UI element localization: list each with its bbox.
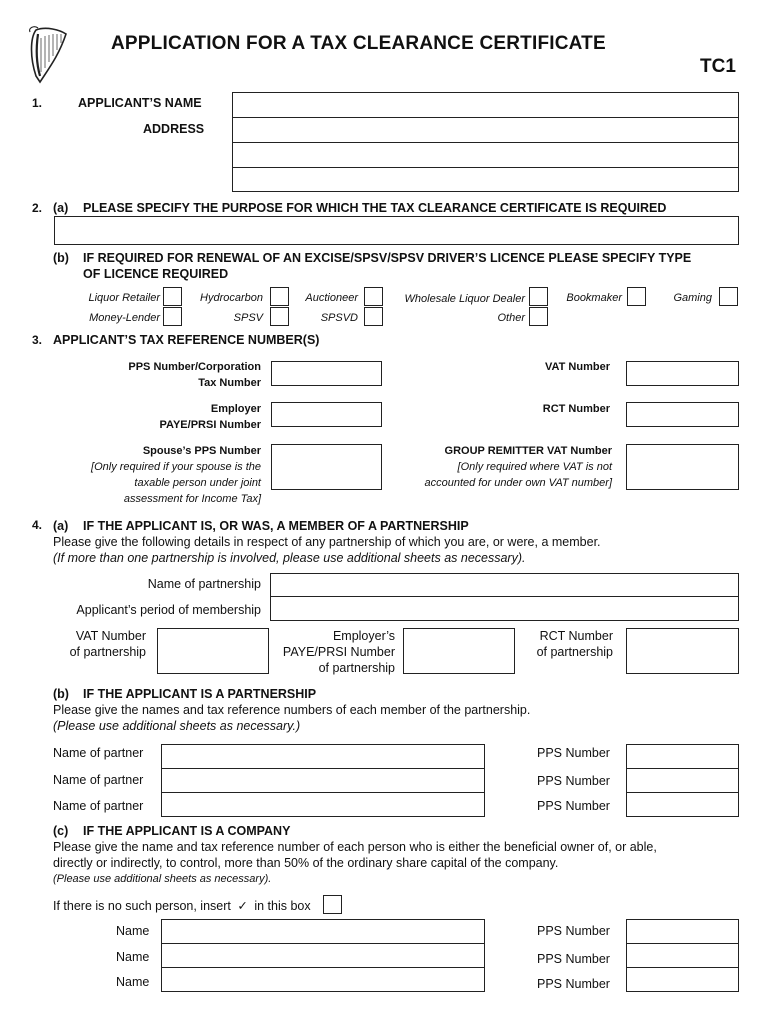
person-2-pps-field[interactable] xyxy=(626,943,739,968)
auctioneer-checkbox[interactable] xyxy=(364,287,383,306)
spouse-note-3: assessment for Income Tax] xyxy=(123,493,261,505)
section-4b-tag: (b) xyxy=(53,687,69,701)
pps-corporation-label-2: Tax Number xyxy=(198,377,261,389)
name-of-partnership-label: Name of partnership xyxy=(147,577,261,591)
group-remitter-vat-field[interactable] xyxy=(626,444,739,490)
company-instruction-3: (Please use additional sheets as necessary). xyxy=(53,873,272,885)
person-1-pps-label: PPS Number xyxy=(537,924,610,938)
purpose-question: PLEASE SPECIFY THE PURPOSE FOR WHICH THE TAX CLEARANCE CERTIFICATE IS REQUIRED xyxy=(83,201,667,215)
no-such-person-post: in this box xyxy=(254,899,311,913)
partner-3-name-field[interactable] xyxy=(161,792,485,817)
address-line-2-field[interactable] xyxy=(232,142,739,168)
name-of-partnership-field[interactable] xyxy=(270,573,739,597)
company-instruction-1: Please give the name and tax reference number of each person who is either the beneficial owner of, or able, xyxy=(53,840,657,854)
harp-icon xyxy=(26,24,70,86)
pps-corporation-field[interactable] xyxy=(271,361,382,386)
period-of-membership-label: Applicant’s period of membership xyxy=(76,603,261,617)
partnership-rct-field[interactable] xyxy=(626,628,739,674)
other-label: Other xyxy=(497,312,525,324)
address-label: ADDRESS xyxy=(143,122,205,136)
vat-number-field[interactable] xyxy=(626,361,739,386)
person-3-pps-label: PPS Number xyxy=(537,977,610,991)
spsvd-label: SPSVD xyxy=(320,312,358,324)
partner-2-name-label: Name of partner xyxy=(53,773,144,787)
person-1-name-field[interactable] xyxy=(161,919,485,944)
partner-1-pps-label: PPS Number xyxy=(537,746,610,760)
section-3-number: 3. xyxy=(32,333,43,347)
section-2-number: 2. xyxy=(32,201,43,215)
applicant-company-heading: IF THE APPLICANT IS A COMPANY xyxy=(83,824,291,838)
applicant-partnership-heading: IF THE APPLICANT IS A PARTNERSHIP xyxy=(83,687,317,701)
partner-2-pps-label: PPS Number xyxy=(537,774,610,788)
partnership-instruction-1: Please give the following details in respect of any partnership of which you are, or were, a member. xyxy=(53,535,601,549)
partnership-employer-label-2: PAYE/PRSI Number xyxy=(282,645,395,659)
spsvd-checkbox[interactable] xyxy=(364,307,383,326)
partner-2-name-field[interactable] xyxy=(161,768,485,793)
period-of-membership-field[interactable] xyxy=(270,596,739,621)
rct-number-field[interactable] xyxy=(626,402,739,427)
tax-reference-heading: APPLICANT’S TAX REFERENCE NUMBER(S) xyxy=(53,333,320,347)
hydrocarbon-label: Hydrocarbon xyxy=(200,292,263,304)
employer-label-1: Employer xyxy=(210,403,261,415)
partner-3-pps-label: PPS Number xyxy=(537,799,610,813)
person-2-pps-label: PPS Number xyxy=(537,952,610,966)
spsv-label: SPSV xyxy=(233,312,263,324)
bookmaker-label: Bookmaker xyxy=(566,292,622,304)
group-note-2: accounted for under own VAT number] xyxy=(424,477,612,489)
spouse-note-1: [Only required if your spouse is the xyxy=(91,461,261,473)
person-1-name-label: Name xyxy=(116,924,150,938)
no-such-person-label xyxy=(53,898,311,914)
partner-3-pps-field[interactable] xyxy=(626,792,739,817)
partnership-rct-label-2: of partnership xyxy=(536,645,613,659)
other-checkbox[interactable] xyxy=(529,307,548,326)
gaming-checkbox[interactable] xyxy=(719,287,738,306)
address-line-3-field[interactable] xyxy=(232,167,739,192)
partnership-employer-field[interactable] xyxy=(403,628,515,674)
rct-number-label: RCT Number xyxy=(542,403,610,415)
person-2-name-label: Name xyxy=(116,950,150,964)
liquor-retailer-label: Liquor Retailer xyxy=(88,292,160,304)
licence-question-line-1: IF REQUIRED FOR RENEWAL OF AN EXCISE/SPSV/SPSV DRIVER’S LICENCE PLEASE SPECIFY TYPE xyxy=(83,251,692,265)
bookmaker-checkbox[interactable] xyxy=(627,287,646,306)
person-3-name-field[interactable] xyxy=(161,967,485,992)
auctioneer-label: Auctioneer xyxy=(305,292,358,304)
address-line-1-field[interactable] xyxy=(232,117,739,143)
form-code: TC1 xyxy=(700,56,736,77)
partnership-employer-label-1: Employer’s xyxy=(332,629,395,643)
section-2b-tag: (b) xyxy=(53,251,69,265)
partnership-member-heading: IF THE APPLICANT IS, OR WAS, A MEMBER OF A PARTNERSHIP xyxy=(83,519,469,533)
person-3-pps-field[interactable] xyxy=(626,967,739,992)
employer-paye-field[interactable] xyxy=(271,402,382,427)
partner-3-name-label: Name of partner xyxy=(53,799,144,813)
money-lender-label: Money-Lender xyxy=(89,312,160,324)
partnership-rct-label-1: RCT Number xyxy=(539,629,613,643)
applicant-name-label: APPLICANT’S NAME xyxy=(78,96,202,110)
section-1-number: 1. xyxy=(32,96,43,110)
spouse-note-2: taxable person under joint xyxy=(134,477,261,489)
wholesale-liquor-dealer-label: Wholesale Liquor Dealer xyxy=(404,293,525,305)
company-instruction-2: directly or indirectly, to control, more than 50% of the ordinary share capital of the company. xyxy=(53,856,559,870)
no-such-person-pre: If there is no such person, insert xyxy=(53,899,231,913)
employer-label-2: PAYE/PRSI Number xyxy=(159,419,261,431)
purpose-field[interactable] xyxy=(54,216,739,245)
partner-1-name-label: Name of partner xyxy=(53,746,144,760)
partner-2-pps-field[interactable] xyxy=(626,768,739,793)
partnership-employer-label-3: of partnership xyxy=(318,661,395,675)
partner-1-name-field[interactable] xyxy=(161,744,485,769)
gaming-label: Gaming xyxy=(673,292,712,304)
section-4-number: 4. xyxy=(32,518,43,532)
licence-question-line-2: OF LICENCE REQUIRED xyxy=(83,267,229,281)
person-3-name-label: Name xyxy=(116,975,150,989)
no-such-person-checkbox[interactable] xyxy=(323,895,342,914)
partnership-instruction-2: (If more than one partnership is involved, please use additional sheets as necessary). xyxy=(53,551,526,565)
spouse-pps-label: Spouse’s PPS Number xyxy=(142,445,261,457)
spouse-pps-field[interactable] xyxy=(271,444,382,490)
applicant-name-field[interactable] xyxy=(232,92,739,118)
group-note-1: [Only required where VAT is not xyxy=(457,461,612,473)
group-remitter-vat-label: GROUP REMITTER VAT Number xyxy=(444,445,612,457)
partners-instruction-1: Please give the names and tax reference numbers of each member of the partnership. xyxy=(53,703,531,717)
vat-number-label: VAT Number xyxy=(545,361,610,373)
partnership-vat-field[interactable] xyxy=(157,628,269,674)
partners-instruction-2: (Please use additional sheets as necessary.) xyxy=(53,719,301,733)
section-4c-tag: (c) xyxy=(53,824,69,838)
section-4a-tag: (a) xyxy=(53,519,69,533)
page-title: APPLICATION FOR A TAX CLEARANCE CERTIFICATE xyxy=(111,33,606,54)
person-2-name-field[interactable] xyxy=(161,943,485,968)
partnership-vat-label-2: of partnership xyxy=(69,645,146,659)
section-2a-tag: (a) xyxy=(53,201,69,215)
tick-glyph: ✓ xyxy=(237,899,248,913)
partnership-vat-label-1: VAT Number xyxy=(75,629,146,643)
pps-corporation-label-1: PPS Number/Corporation xyxy=(128,361,261,373)
person-1-pps-field[interactable] xyxy=(626,919,739,944)
partner-1-pps-field[interactable] xyxy=(626,744,739,769)
